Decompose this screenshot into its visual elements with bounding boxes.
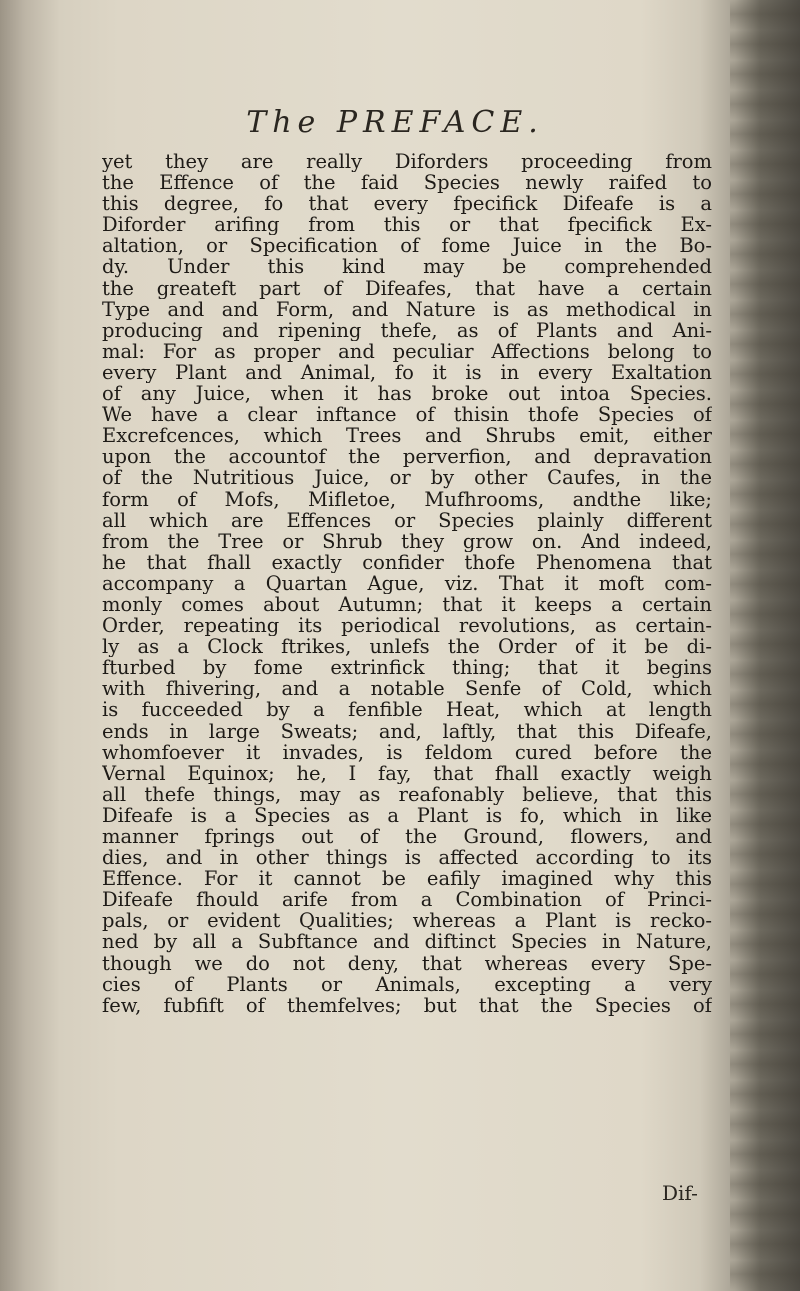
text-line: upon the accountof the perverfion, and depravation [102, 446, 712, 468]
text-line: producing and ripening thefe, as of Plants and Ani- [102, 319, 712, 341]
body-text [102, 151, 712, 1016]
text-line: yet they are really Diforders proceeding from [102, 151, 712, 173]
text-line: Order, repeating its periodical revolutions, as certain- [102, 615, 712, 637]
text-line: Type and and Form, and Nature is as methodical in [102, 298, 712, 320]
text-line: ned by all a Subftance and diftinct Species in Nature, [102, 931, 712, 953]
text-line: this degree, fo that every fpecifick Difeafe is a [102, 193, 712, 215]
text-line: though we do not deny, that whereas every Spe- [102, 952, 712, 974]
text-line: Difeafe is a Species as a Plant is fo, which in like [102, 804, 712, 826]
text-line: dies, and in other things is affected according to its [102, 847, 712, 869]
running-head: The PREFACE. [246, 105, 544, 140]
text-line: Difeafe fhould arife from a Combination of Princi- [102, 889, 712, 911]
text-line: with fhivering, and a notable Senfe of Cold, which [102, 678, 712, 700]
text-line: cies of Plants or Animals, excepting a very [102, 973, 712, 995]
text-line: Diforder arifing from this or that fpecifick Ex- [102, 214, 712, 236]
text-line: pals, or evident Qualities; whereas a Plant is recko- [102, 910, 712, 932]
text-line: form of Mofs, Mifletoe, Mufhrooms, andthe like; [102, 488, 712, 510]
text-line: We have a clear inftance of thisin thofe Species of [102, 404, 712, 426]
text-line: from the Tree or Shrub they grow on. And indeed, [102, 530, 712, 552]
text-line: fturbed by fome extrinfick thing; that it begins [102, 657, 712, 679]
text-line: manner fprings out of the Ground, flowers, and [102, 826, 712, 848]
text-line: of the Nutritious Juice, or by other Caufes, in the [102, 467, 712, 489]
text-line: he that fhall exactly confider thofe Phenomena that [102, 551, 712, 573]
text-line: few, fubfift of themfelves; but that the Species of [102, 994, 712, 1016]
text-line: is fucceeded by a fenfible Heat, which at length [102, 699, 712, 721]
text-line: all thefe things, may as reafonably believe, that this [102, 783, 712, 805]
text-line: Vernal Equinox; he, I fay, that fhall exactly weigh [102, 762, 712, 784]
page-edge-shadow [730, 0, 800, 1291]
catchword: Dif- [662, 1181, 698, 1205]
text-line: mal: For as proper and peculiar Affections belong to [102, 340, 712, 362]
text-line: Effence. For it cannot be eafily imagined why this [102, 868, 712, 890]
book-page [95, 105, 740, 1205]
text-line: Excrefcences, which Trees and Shrubs emit, either [102, 425, 712, 447]
text-line: whomfoever it invades, is feldom cured before the [102, 741, 712, 763]
text-line: every Plant and Animal, fo it is in every Exaltation [102, 361, 712, 384]
text-line: accompany a Quartan Ague, viz. That it moft com- [102, 572, 712, 594]
text-line: all which are Effences or Species plainly different [102, 509, 712, 531]
text-line: dy. Under this kind may be comprehended [102, 256, 712, 278]
text-line: altation, or Specification of fome Juice in the Bo- [102, 235, 712, 257]
text-line: ly as a Clock ftrikes, unlefs the Order of it be di- [102, 636, 712, 658]
text-line: ends in large Sweats; and, laftly, that this Difeafe, [102, 720, 712, 742]
text-line: monly comes about Autumn; that it keeps a certain [102, 593, 712, 616]
text-line: the greateft part of Difeafes, that have a certain [102, 277, 712, 299]
text-line: the Effence of the faid Species newly raifed to [102, 172, 712, 194]
text-line: of any Juice, when it has broke out intoa Species. [102, 383, 712, 405]
